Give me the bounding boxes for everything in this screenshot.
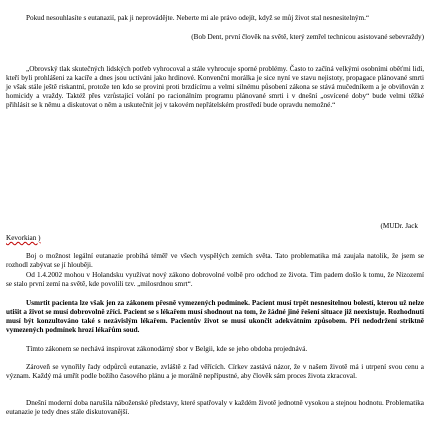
paragraph-netherlands: Od 1.4.2002 mohou v Holandsku využívat nový zákono dobrovolné volbě pro odchod ze života. Tím padem došlo k tomu, že Nizozemí se stalo první zemí na světě, kde povolili tzv. „milosrdnou smrt“. xyxy=(6,271,424,289)
quote-kevorkian-attribution-a: (MUDr. Jack xyxy=(380,222,418,230)
quote-bob-dent-attribution: (Bob Dent, první člověk na světě, který zemřel technicou asistované sebevraždy) xyxy=(191,33,424,41)
quote-kevorkian: „Obrovský tlak skutečných lidských potřeb vyhrocoval a stále vyhrocuje sporné problémy. Často to začíná velkými osobními oběťmi lidí, kteří byli prohlášeni za kacíře a dnes jsou uctíváni jako hrdinové. Konvenční morálka je sice nyní ve stavu nejistoty, propagace plánované smrti je však stále ještě riskantní, protože ten kdo se provini proti brzdícímu a velmi silnému působení zákona se stává mučedníkem a je obviňován z homicidy a vraždy. Taktéž přes vzrůstající volání po racionálním programu plánované smrti i v dnešní „osvícené doby“ bude velmi těžké přihlásit se k němu a diskutovat o něm a uskutečnit jej v takovém nepřátelském prostředí bude opravdu nemožné.“ xyxy=(6,65,424,110)
paragraph-intro: Boj o možnost legální eutanazie probíhá téměř ve všech vyspělých zemích světa. Tato problematika má zaujala natolik, že jsem se rozhodl zabývat se jí hlouběji. xyxy=(6,252,424,270)
paragraph-conditions: Usmrtit pacienta lze však jen za zákonem přesně vymezených podmínek. Pacient musí trpět nesnesitelnou bolestí, kterou už nelze utišit a život se musí dobrovolně zříci. Pacient se s lékařem musí shodnout na tom, že žádné jiné řešení situace již neexistuje. Rozhodnutí musí být konzultováno také s nezávislým lékařem. Pacientův život se musí ukončit adekvátním způsobem. Při nedodržení striktně vymezených podmínek hrozí lékařům soud. xyxy=(6,299,424,335)
quote-bob-dent: Pokud nesouhlasíte s eutanazií, pak ji neprovádějte. Neberte mi ale právo odejít, když se můj život stal nesnesitelným.“ xyxy=(26,14,370,22)
paragraph-belgium: Tímto zákonem se nechává inspirovat zákonodárný sbor v Belgii, kde se jeho obdoba projednává. xyxy=(26,345,308,353)
paragraph-modern: Dnešní moderní doba narušila náboženské představy, které spatřovaly v každém životě jednotně vysokou a stejnou hodnotu. Problematika eutanazie je tedy dnes stále diskutovanější. xyxy=(6,399,424,417)
quote-kevorkian-attribution-b xyxy=(6,234,424,243)
kevorkian-name: Kevorkian ) xyxy=(6,234,41,242)
paragraph-church: Zároveň se vynořily řady odpůrců eutanazie, zvláště z řad věřících. Církev zastává názor, že v našem životě má i utrpení svou cenu a význam. Každý má umřít podle božího časového plánu a je morálně nepřípustné, aby člověk sám proces života zkracoval. xyxy=(6,363,424,381)
